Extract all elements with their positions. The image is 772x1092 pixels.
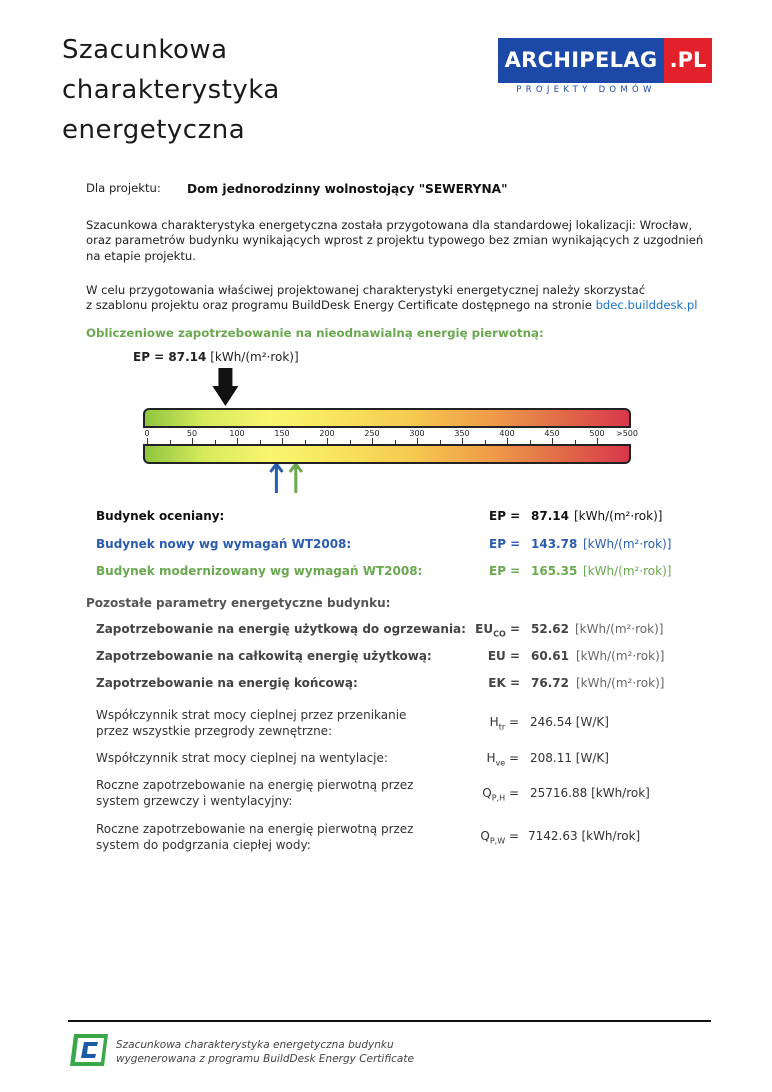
text-line: oraz parametrów budynku wynikających wprost z projektu typowego bez zmian wynikających z uzgodnień	[86, 233, 704, 248]
symbol-text: H	[486, 751, 496, 765]
scale-tick-label: 400	[499, 429, 515, 438]
scale-tick-label: 100	[229, 429, 245, 438]
ep-value: 87.14	[168, 350, 207, 364]
symbol-subscript: tr	[498, 722, 506, 732]
param-unit: [kWh/(m²·rok)]	[575, 622, 664, 636]
equals-sign: =	[505, 649, 520, 663]
symbol-subscript: CO	[493, 629, 506, 639]
coeff-label-line: Współczynnik strat mocy cieplnej przez przenikanie	[96, 708, 407, 722]
param-symbol	[488, 649, 520, 663]
building-label: Budynek modernizowany wg wymagań WT2008:	[96, 564, 423, 578]
scale-tick	[350, 440, 351, 444]
text-line: W celu przygotowania właściwej projektowanej charakterystyki energetycznej należy skorzystać	[86, 283, 646, 297]
symbol-subscript: P,H	[491, 793, 506, 803]
scale-tick	[192, 438, 193, 444]
energy-scale	[0, 360, 772, 500]
symbol-text: H	[489, 715, 499, 729]
scale-tick-label: 200	[319, 429, 335, 438]
coeff-symbol	[490, 715, 519, 731]
title-line: energetyczna	[62, 115, 246, 145]
scale-tick-label: 250	[364, 429, 380, 438]
coeff-symbol	[480, 829, 519, 845]
coeff-label-line: system do podgrzania ciepłej wody:	[96, 838, 311, 852]
symbol-text: EU	[475, 622, 494, 636]
equals-sign: =	[505, 751, 519, 765]
evaluated-building-marker	[212, 368, 238, 406]
equals-sign: =	[505, 622, 520, 636]
archipelag-logo	[498, 38, 712, 96]
equals-sign: =	[505, 786, 519, 800]
coeff-label-line: przez wszystkie przegrody zewnętrzne:	[96, 724, 333, 738]
project-label: Dla projektu:	[86, 181, 161, 195]
scale-tick	[552, 438, 553, 444]
scale-tick	[237, 438, 238, 444]
scale-tick-label: 300	[409, 429, 425, 438]
coeff-label	[96, 707, 406, 739]
building-ep-unit: [kWh/(m²·rok)]	[583, 564, 672, 578]
ep-label: EP =	[133, 350, 169, 364]
param-label: Zapotrzebowanie na energię użytkową do ogrzewania:	[96, 622, 466, 636]
scale-tick	[395, 440, 396, 444]
scale-tick	[485, 440, 486, 444]
footer-text	[116, 1038, 414, 1066]
building-ep-symbol: EP =	[489, 537, 521, 551]
building-ep-symbol: EP =	[489, 564, 521, 578]
building-label: Budynek oceniany:	[96, 509, 225, 523]
coeff-label	[96, 777, 413, 809]
scale-tick	[575, 440, 576, 444]
page-title	[62, 30, 280, 150]
scale-tick	[147, 438, 148, 444]
equals-sign: =	[505, 829, 519, 843]
scale-bar-top	[143, 408, 631, 428]
coeff-label	[96, 750, 388, 766]
building-ep-unit: [kWh/(m²·rok)]	[574, 509, 663, 523]
coeff-value: 208.11 [W/K]	[530, 751, 609, 765]
modernized-building-marker	[290, 464, 302, 493]
symbol-subscript: ve	[495, 758, 506, 768]
coeff-label-line: system grzewczy i wentylacyjny:	[96, 794, 293, 808]
param-symbol	[488, 676, 520, 690]
scale-tick-label: 350	[454, 429, 470, 438]
scale-tick	[597, 438, 598, 444]
title-line: charakterystyka	[62, 75, 280, 105]
param-label: Zapotrzebowanie na całkowitą energię użytkową:	[96, 649, 432, 663]
coeff-value: 7142.63 [kWh/rok]	[528, 829, 641, 843]
equals-sign: =	[505, 676, 520, 690]
builddesk-logo-icon	[68, 1030, 110, 1070]
scale-tick	[170, 440, 171, 444]
logo-tagline: PROJEKTY DOMÓW	[516, 85, 656, 95]
coeff-label	[96, 821, 413, 853]
ep-unit: [kWh/(m²·rok)]	[210, 350, 299, 364]
text-span: z szablonu projektu oraz programu BuildDesk Energy Certificate dostępnego na stronie	[86, 298, 596, 313]
logo-suffix: .PL	[664, 38, 712, 83]
scale-bar-bottom	[143, 444, 631, 464]
symbol-text: Q	[480, 829, 490, 843]
building-ep-value: 165.35	[531, 564, 578, 578]
coeff-symbol	[486, 751, 519, 767]
param-value: 76.72	[531, 676, 569, 690]
scale-tick-label: 450	[544, 429, 560, 438]
footer-line: Szacunkowa charakterystyka energetyczna budynku	[116, 1039, 394, 1051]
scale-tick	[327, 438, 328, 444]
instructions-paragraph	[86, 283, 736, 314]
text-line	[86, 298, 736, 313]
other-params-heading: Pozostałe parametry energetyczne budynku:	[86, 596, 391, 610]
building-ep-value: 143.78	[531, 537, 578, 551]
symbol-subscript: P,W	[489, 836, 506, 846]
scale-tick	[305, 440, 306, 444]
building-ep-symbol: EP =	[489, 509, 521, 523]
footer-line: wygenerowana z programu BuildDesk Energy Certificate	[116, 1053, 414, 1065]
scale-tick	[215, 440, 216, 444]
new-building-marker	[270, 464, 282, 493]
title-line: Szacunkowa	[62, 35, 228, 65]
scale-tick-label: 150	[274, 429, 290, 438]
scale-tick-label: 0	[144, 429, 150, 438]
param-unit: [kWh/(m²·rok)]	[576, 676, 665, 690]
symbol-text: EU	[487, 649, 506, 663]
coeff-label-line: Roczne zapotrzebowanie na energię pierwotną przez	[96, 822, 414, 836]
footer-divider	[68, 1020, 711, 1022]
param-unit: [kWh/(m²·rok)]	[576, 649, 665, 663]
scale-tick	[530, 440, 531, 444]
scale-tick	[260, 440, 261, 444]
param-value: 52.62	[531, 622, 569, 636]
scale-tick	[507, 438, 508, 444]
logo-main: ARCHIPELAG	[498, 38, 664, 83]
param-symbol	[475, 622, 520, 638]
param-label: Zapotrzebowanie na energię końcową:	[96, 676, 358, 690]
symbol-text: EK	[488, 676, 506, 690]
scale-tick-label: 50	[186, 429, 198, 438]
equals-sign: =	[505, 715, 519, 729]
building-label: Budynek nowy wg wymagań WT2008:	[96, 537, 352, 551]
coeff-value: 246.54 [W/K]	[530, 715, 609, 729]
coeff-value: 25716.88 [kWh/rok]	[530, 786, 650, 800]
text-line: na etapie projektu.	[86, 248, 196, 263]
ep-heading: Obliczeniowe zapotrzebowanie na nieodnawialną energię pierwotną:	[86, 326, 544, 340]
symbol-text: Q	[482, 786, 492, 800]
scale-tick	[462, 438, 463, 444]
scale-tick-label: >500	[616, 429, 638, 438]
building-ep-unit: [kWh/(m²·rok)]	[583, 537, 672, 551]
scale-tick	[440, 440, 441, 444]
scale-tick-label: 500	[589, 429, 605, 438]
param-value: 60.61	[531, 649, 569, 663]
scale-tick	[417, 438, 418, 444]
coeff-label-line: Współczynnik strat mocy cieplnej na wentylacje:	[96, 751, 388, 765]
description-paragraph	[86, 218, 736, 264]
builddesk-link[interactable]: bdec.builddesk.pl	[595, 298, 698, 313]
coeff-symbol	[482, 786, 519, 802]
scale-tick	[372, 438, 373, 444]
scale-tick	[282, 438, 283, 444]
project-name: Dom jednorodzinny wolnostojący "SEWERYNA"	[187, 182, 508, 196]
text-line: Szacunkowa charakterystyka energetyczna została przygotowana dla standardowej lokalizacji: Wrocław,	[86, 218, 693, 232]
coeff-label-line: Roczne zapotrzebowanie na energię pierwotną przez	[96, 778, 414, 792]
building-ep-value: 87.14	[531, 509, 569, 523]
